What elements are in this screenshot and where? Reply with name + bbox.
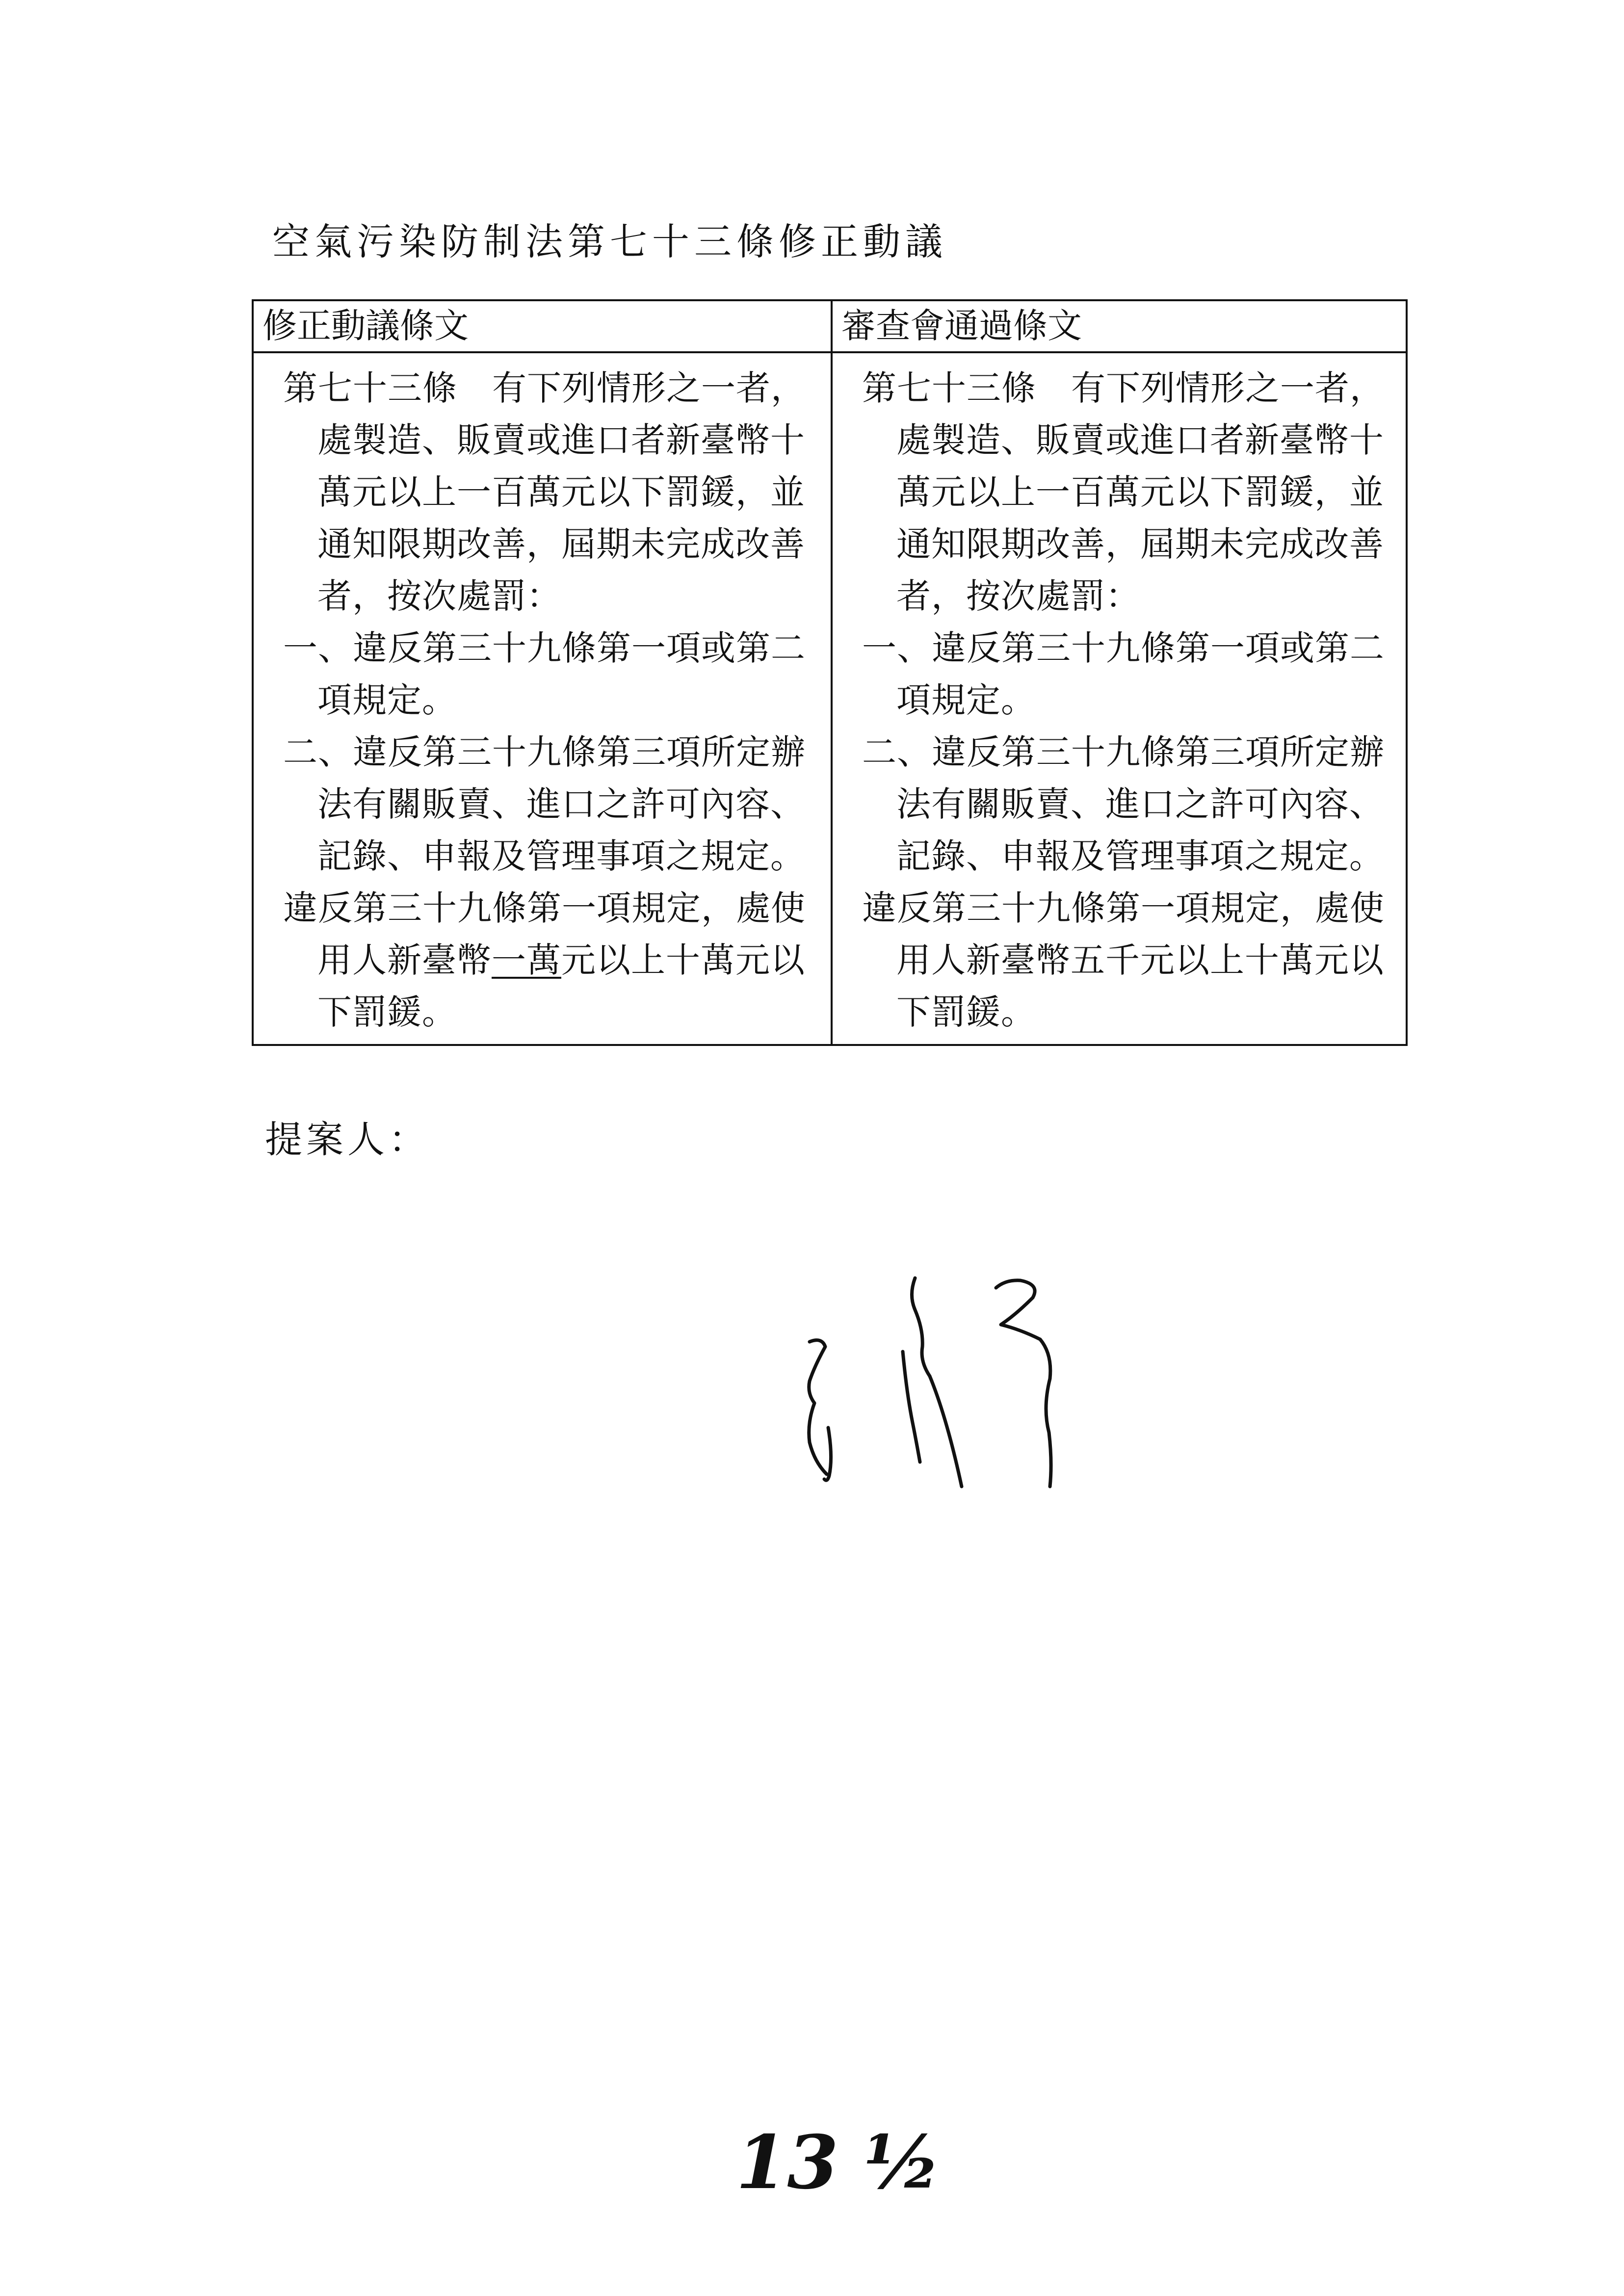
article-item-1: 一、違反第三十九條第一項或第二項規定。 xyxy=(862,628,1385,720)
article-item-1: 一、違反第三十九條第一項或第二項規定。 xyxy=(283,628,806,720)
article-item-2: 二、違反第三十九條第三項所定辦法有關販賣、進口之許可內容、記錄、申報及管理事項之規定。 xyxy=(283,732,806,876)
proposer-label: 提案人： xyxy=(265,1118,430,1161)
paragraph-text-end: 元以上十萬元以下罰鍰。 xyxy=(317,940,805,1032)
amendment-text-cell xyxy=(253,352,832,1045)
amendment-comparison-table xyxy=(252,299,1408,1046)
article-main-clause: 第七十三條 有下列情形之一者，處製造、販賣或進口者新臺幣十萬元以上一百萬元以下罰鍰，並通知限期改善，屆期未完成改善者，按次處罰： xyxy=(862,368,1385,616)
committee-text-cell xyxy=(832,352,1407,1045)
table-header-row xyxy=(253,300,1407,352)
article-paragraph-2: 違反第三十九條第一項規定，處使用人新臺幣五千元以上十萬元以下罰鍰。 xyxy=(862,888,1385,1032)
underlined-amendment: 一萬 xyxy=(492,940,561,980)
header-committee-text: 審查會通過條文 xyxy=(832,300,1407,352)
document-title: 空氣污染防制法第七十三條修正動議 xyxy=(272,220,947,263)
article-item-2: 二、違反第三十九條第三項所定辦法有關販賣、進口之許可內容、記錄、申報及管理事項之規定。 xyxy=(862,732,1385,876)
article-paragraph-2 xyxy=(283,882,816,1038)
page-number-mark xyxy=(726,2110,981,2208)
article-main-clause: 第七十三條 有下列情形之一者，處製造、販賣或進口者新臺幣十萬元以上一百萬元以下罰鍰，並通知限期改善，屆期未完成改善者，按次處罰： xyxy=(283,368,806,616)
page-number-text: 13 ½ xyxy=(736,2119,941,2206)
handwritten-signature-icon xyxy=(795,1256,1138,1511)
paragraph-text-start: 違反第三十九條第一項規定，處使用人新臺幣 xyxy=(283,888,806,980)
header-amendment-text: 修正動議條文 xyxy=(253,300,832,352)
table-row xyxy=(253,352,1407,1045)
